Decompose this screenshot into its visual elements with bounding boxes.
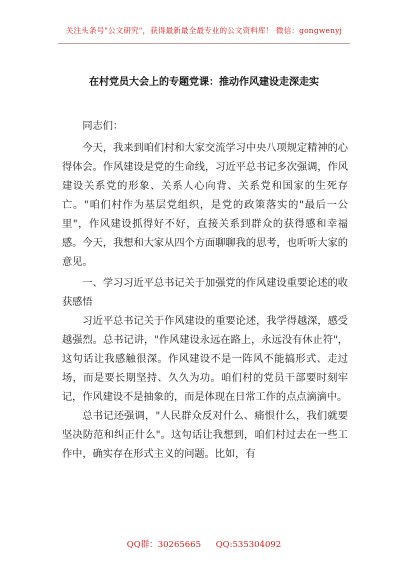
paragraph: 总书记还强调，"人民群众反对什么、痛恨什么，我们就要坚决防范和纠正什么"。这句话让我想到，咱们村过去在一些工作中，确实存在形式主义的问题。比如，有	[62, 411, 348, 460]
header-banner: 关注头条号"公文研究"，获得最新最全最专业的公文资料库！ 微信：gongwenyj	[65, 26, 343, 35]
footer-qq: QQ:535304092	[215, 540, 282, 550]
header-divider	[58, 43, 350, 44]
paragraph: 今天，我来到咱们村和大家交流学习中央八项规定精神的心得体会。作风建设是党的生命线，习近平总书记多次强调，作风建设关系党的形象、关系人心向背、关系党和国家的生死存亡。"咱们村作为基层党组织，是党的政策落实的"最后一公里"，作风建设抓得好不好，直接关系到群众的获得感和幸福感。今天，我想和大家从四个方面聊聊我的思考，也听听大家的意见。	[62, 143, 348, 268]
paragraph: 习近平总书记关于作风建设的重要论述，我学得越深，感受越强烈。总书记讲，"作风建设永远在路上，永远没有休止符"，这句话让我感触很深。作风建设不是一阵风不能搞形式、走过场，而是要长期坚持、久久为功。咱们村的党员干部要时刻牢记，作风建设不是抽象的，而是体现在日常工作的点点滴滴中。	[62, 316, 348, 403]
footer-qq-group: QQ群：30265665	[126, 540, 201, 550]
document-body	[62, 117, 348, 464]
section-heading: 一、学习习近平总书记关于加强党的作风建设重要论述的收获感悟	[62, 278, 348, 308]
footer	[0, 538, 408, 550]
document-title: 在村党员大会上的专题党课：推动作风建设走深走实	[89, 77, 319, 88]
salutation: 同志们：	[82, 121, 124, 132]
